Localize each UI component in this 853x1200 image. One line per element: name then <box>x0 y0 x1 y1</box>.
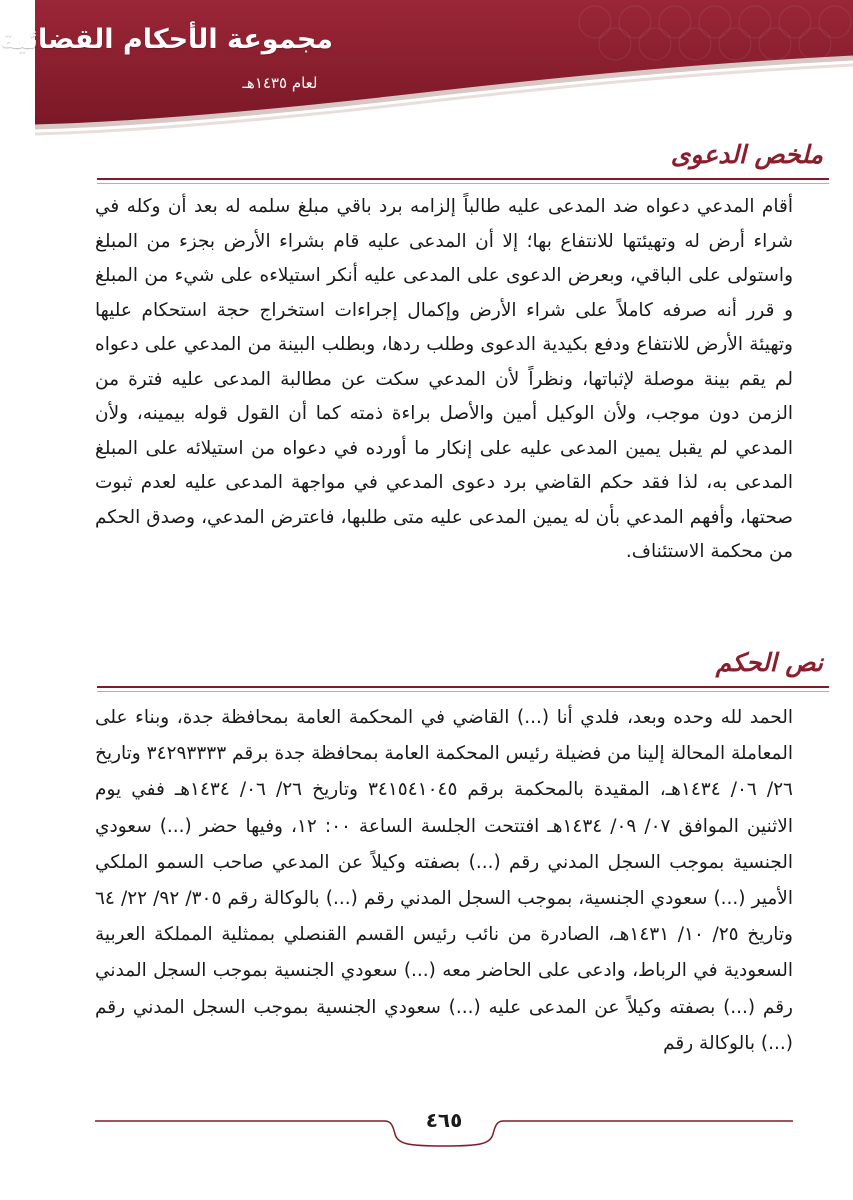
verdict-paragraph: الحمد لله وحده وبعد، فلدي أنا (...) القاضي في المحكمة العامة بمحافظة جدة، وبناء على المعاملة المحالة إلينا من فضيلة رئيس المحكمة العامة بمحافظة جدة برقم ٣٤٢٩٣٣٣٣ وتاريخ ٢٦/ ٠٦/ ١٤٣٤هـ، المقيدة بالمحكمة برقم ٣٤١٥٤١٠٤٥ وتاريخ ٢٦/ ٠٦/ ١٤٣٤هـ ففي يوم الاثنين الموافق ٠٧/ ٠٩/ ١٤٣٤هـ افتتحت الجلسة الساعة ٠٠: ١٢، وفيها حضر (...) سعودي الجنسية بموجب السجل المدني رقم (...) بصفته وكيلاً عن المدعي صاحب السمو الملكي الأمير (...) سعودي الجنسية، بموجب السجل المدني رقم (...) بالوكالة رقم ٣٠٥/ ٩٢/ ٢٢/ ٦٤ وتاريخ ٢٥/ ١٠/ ١٤٣١هـ، الصادرة من نائب رئيس القسم القنصلي بممثلية المملكة العربية السعودية في الرباط، وادعى على الحاضر معه (...) سعودي الجنسية بموجب السجل المدني رقم (...) بصفته وكيلاً عن المدعى عليه (...) سعودي الجنسية بموجب السجل المدني رقم (...) بالوكالة رقم <box>95 707 794 1054</box>
verdict-section-header <box>97 648 829 692</box>
page-footer <box>95 1104 793 1154</box>
summary-section-header <box>97 140 829 184</box>
book-year: لعام ١٤٣٥هـ <box>242 74 318 92</box>
banner-background <box>0 0 853 135</box>
page-number: ٤٦٥ <box>425 1108 463 1132</box>
summary-heading-rule <box>97 178 829 180</box>
summary-heading-rule-secondary <box>97 183 829 184</box>
verdict-heading-rule <box>97 686 829 688</box>
summary-heading: ملخص الدعوى <box>670 140 823 169</box>
book-title: مجموعة الأحكام القضائية <box>0 24 333 55</box>
verdict-heading: نص الحكم <box>715 648 823 677</box>
verdict-heading-rule-secondary <box>97 691 829 692</box>
header-banner <box>0 0 853 135</box>
summary-paragraph: أقام المدعي دعواه ضد المدعى عليه طالباً إلزامه برد باقي مبلغ سلمه له بعد أن وكله في شراء أرض له وتهيئتها للانتفاع بها؛ إلا أن المدعى عليه قام بشراء الأرض بجزء من المبلغ واستولى على الباقي، وبعرض الدعوى على المدعى عليه أنكر استيلاءه على شيء من المبلغ و قرر أنه صرفه كاملاً على شراء الأرض وإكمال إجراءات استخراج حجة استحكام عليها وتهيئة الأرض للانتفاع ودفع بكيدية الدعوى وطلب ردها، وبطلب البينة من المدعي على دعواه لم يقم بينة موصلة لإثباتها، ونظراً لأن المدعي سكت عن مطالبة المدعى عليه فترة من الزمن دون موجب، ولأن الوكيل أمين والأصل براءة ذمته كما أن القول قوله بيمينه، ولأن المدعي لم يقبل يمين المدعى عليه على إنكار ما أورده في دعواه من استيلائه على المبلغ المدعى به، لذا فقد حكم القاضي برد دعوى المدعي في مواجهة المدعى عليه لعدم ثبوت صحتها، وأفهم المدعي بأن له يمين المدعى عليه متى طلبها، فاعترض المدعي، وصدق الحكم من محكمة الاستئناف. <box>95 196 793 562</box>
